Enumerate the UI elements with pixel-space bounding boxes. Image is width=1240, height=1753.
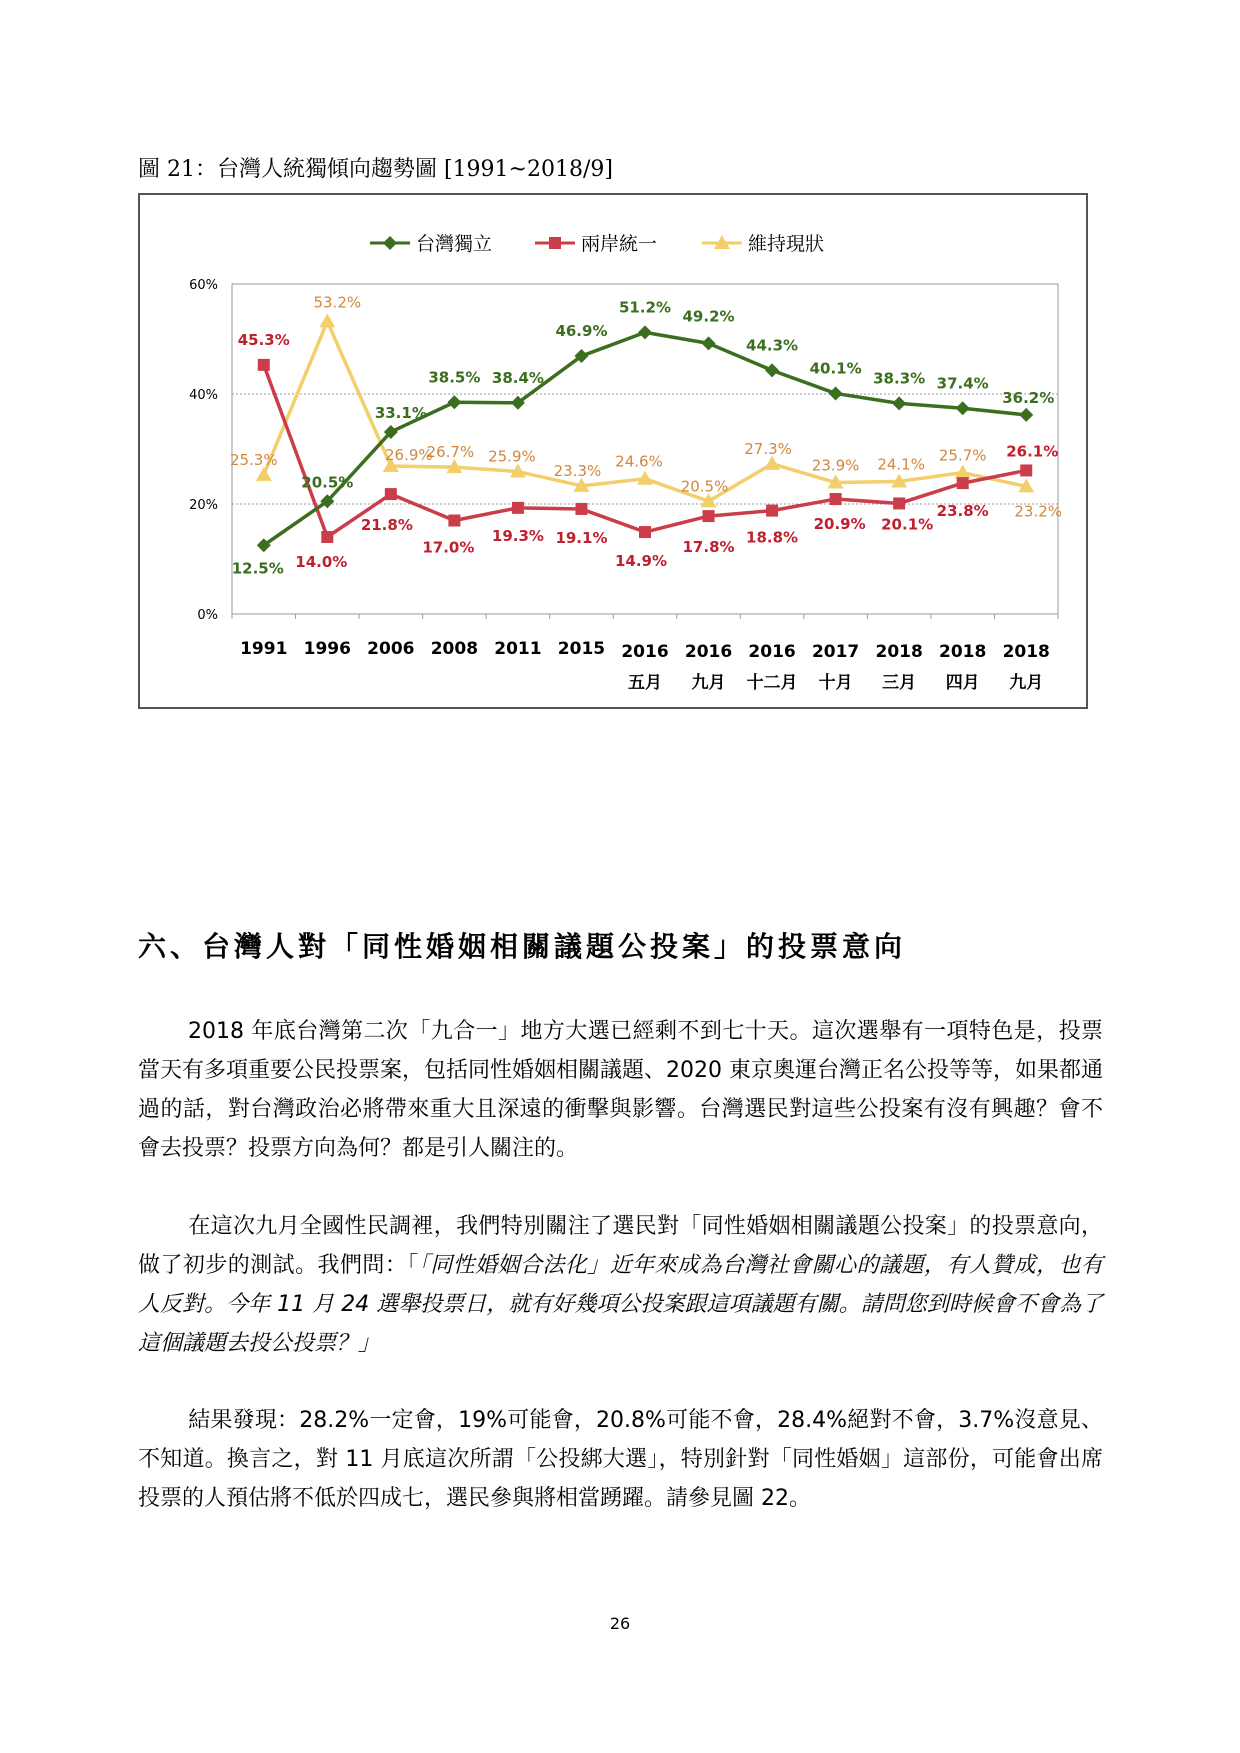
data-point xyxy=(829,386,843,400)
x-tick-label: 2015 xyxy=(557,639,606,659)
x-tick-sublabel: 九月 xyxy=(691,673,726,693)
data-label: 24.1% xyxy=(877,455,925,474)
data-point xyxy=(1020,464,1032,476)
data-label: 17.8% xyxy=(682,538,735,557)
data-label: 25.7% xyxy=(938,446,987,465)
data-point xyxy=(321,531,333,543)
data-point xyxy=(512,502,524,514)
x-tick-label: 2008 xyxy=(430,639,479,659)
x-tick-label: 2018 xyxy=(939,642,987,662)
data-point xyxy=(1019,408,1033,422)
y-tick-label: 0% xyxy=(197,608,218,623)
data-point xyxy=(765,363,779,377)
paragraph-1-text: 2018 年底台灣第二次「九合一」地方大選已經剩不到七十天。這次選舉有一項特色是，投票當天有多項重要公民投票案，包括同性婚姻相關議題、2020 東京奧運台灣正名公投等等，如果都通過的話，對台灣政治必將帶來重大且深遠的衝擊與影響。台灣選民對這些公投案有沒有興趣？會不會去投票？投票方向為何？都是引人關注的。 xyxy=(138,1019,1103,1161)
x-tick-label: 2016 xyxy=(684,642,733,662)
data-label: 20.5% xyxy=(301,473,354,492)
data-label: 26.9% xyxy=(385,446,433,465)
data-point xyxy=(830,493,842,505)
paragraph-3-text: 結果發現：28.2%一定會，19%可能會，20.8%可能不會，28.4%絕對不會，3.7%沒意見、不知道。換言之，對 11 月底這次所謂「公投綁大選」，特別針對「同性婚姻」這部份，可能會出席投票的人預估將不低於四成七，選民參與將相當踴躍。請參見圖 22。 xyxy=(138,1408,1103,1511)
data-label: 38.5% xyxy=(428,368,481,387)
x-tick-sublabel: 十月 xyxy=(818,673,853,693)
legend-label: 維持現狀 xyxy=(748,233,825,255)
data-point xyxy=(638,325,652,339)
data-label: 19.1% xyxy=(555,528,608,547)
data-label: 23.8% xyxy=(936,502,989,521)
data-point xyxy=(892,396,906,410)
data-point xyxy=(319,313,335,327)
data-label: 51.2% xyxy=(618,298,672,317)
data-label: 27.3% xyxy=(744,439,792,458)
x-tick-sublabel: 四月 xyxy=(945,673,980,693)
data-label: 26.1% xyxy=(1006,442,1059,461)
data-label: 23.3% xyxy=(553,461,602,480)
data-point xyxy=(893,497,905,509)
data-label: 40.1% xyxy=(809,359,862,378)
data-label: 20.5% xyxy=(680,477,729,496)
data-label: 12.5% xyxy=(231,559,284,578)
data-label: 19.3% xyxy=(491,526,544,545)
data-point xyxy=(447,395,461,409)
data-label: 38.3% xyxy=(873,369,926,388)
data-label: 25.9% xyxy=(488,447,536,466)
data-label: 38.4% xyxy=(491,368,544,387)
page-number: 26 xyxy=(609,1614,631,1633)
data-label: 20.9% xyxy=(813,515,866,534)
data-label: 24.6% xyxy=(615,452,663,471)
data-point xyxy=(703,510,715,522)
figure-caption: 圖 21：台灣人統獨傾向趨勢圖 [1991~2018/9] xyxy=(138,157,613,182)
series-line xyxy=(264,365,1026,537)
data-point xyxy=(575,503,587,515)
x-tick-label: 2018 xyxy=(1002,642,1050,662)
x-tick-sublabel: 三月 xyxy=(882,673,917,693)
data-label: 44.3% xyxy=(746,336,799,355)
x-tick-sublabel: 五月 xyxy=(628,673,662,693)
data-label: 45.3% xyxy=(237,330,290,349)
data-point xyxy=(448,515,460,527)
data-label: 21.8% xyxy=(360,516,413,535)
paragraph-2-intro: 在這次九月全國性民調裡，我們特別關注了選民對「同性婚姻相關議題公投案」的投票意向，做了初步的測試。我們問：「 xyxy=(138,1214,1103,1278)
data-label: 49.2% xyxy=(682,307,735,326)
data-label: 33.1% xyxy=(374,403,427,422)
y-tick-label: 60% xyxy=(189,278,218,293)
x-tick-label: 1991 xyxy=(240,639,288,659)
data-label: 25.3% xyxy=(229,450,278,469)
y-tick-label: 20% xyxy=(189,498,218,513)
paragraph-3 xyxy=(138,1401,1103,1518)
data-point xyxy=(256,467,272,481)
data-point xyxy=(766,505,778,517)
legend-marker xyxy=(383,236,397,250)
data-label: 14.9% xyxy=(614,552,668,571)
data-point xyxy=(385,488,397,500)
legend-label: 兩岸統一 xyxy=(581,233,658,255)
paragraph-1 xyxy=(138,1012,1103,1168)
x-tick-label: 2018 xyxy=(875,642,923,662)
data-label: 53.2% xyxy=(313,293,362,312)
x-tick-label: 1996 xyxy=(303,639,351,659)
data-label: 36.2% xyxy=(1002,388,1055,407)
data-point xyxy=(639,526,651,538)
data-label: 23.2% xyxy=(1014,502,1063,521)
data-point xyxy=(764,456,780,470)
survey-question: 「同性婚姻合法化」近年來成為台灣社會關心的議題，有人贊成，也有人反對。今年 11 月 24 選舉投票日，就有好幾項公投案跟這項議題有關。請問您到時候會不會為了這個議題去投公投票？」 xyxy=(138,1253,1103,1356)
x-tick-sublabel: 九月 xyxy=(1009,673,1044,693)
x-tick-label: 2016 xyxy=(748,642,796,662)
data-label: 23.9% xyxy=(811,456,860,475)
x-tick-sublabel: 十二月 xyxy=(746,673,798,693)
section-heading: 六、台灣人對「同性婚姻相關議題公投案」的投票意向 xyxy=(138,930,907,963)
x-tick-label: 2011 xyxy=(494,639,542,659)
data-label: 20.1% xyxy=(881,515,934,534)
x-tick-label: 2017 xyxy=(811,642,860,662)
data-point xyxy=(258,359,270,371)
y-tick-label: 40% xyxy=(189,388,218,403)
legend-marker xyxy=(549,237,561,249)
chart-frame xyxy=(138,193,1088,709)
data-point xyxy=(956,401,970,415)
data-point xyxy=(955,465,971,479)
data-label: 14.0% xyxy=(295,553,348,571)
data-label: 26.7% xyxy=(426,443,475,462)
data-label: 46.9% xyxy=(555,322,608,341)
x-tick-label: 2016 xyxy=(621,642,669,662)
paragraph-2 xyxy=(138,1207,1103,1363)
data-label: 17.0% xyxy=(422,538,475,557)
data-label: 37.4% xyxy=(936,374,989,393)
legend-label: 台灣獨立 xyxy=(416,233,493,255)
x-tick-label: 2006 xyxy=(367,639,415,659)
data-label: 18.8% xyxy=(746,528,799,547)
data-point xyxy=(702,336,716,350)
data-point xyxy=(957,477,969,489)
line-chart xyxy=(140,195,1086,707)
